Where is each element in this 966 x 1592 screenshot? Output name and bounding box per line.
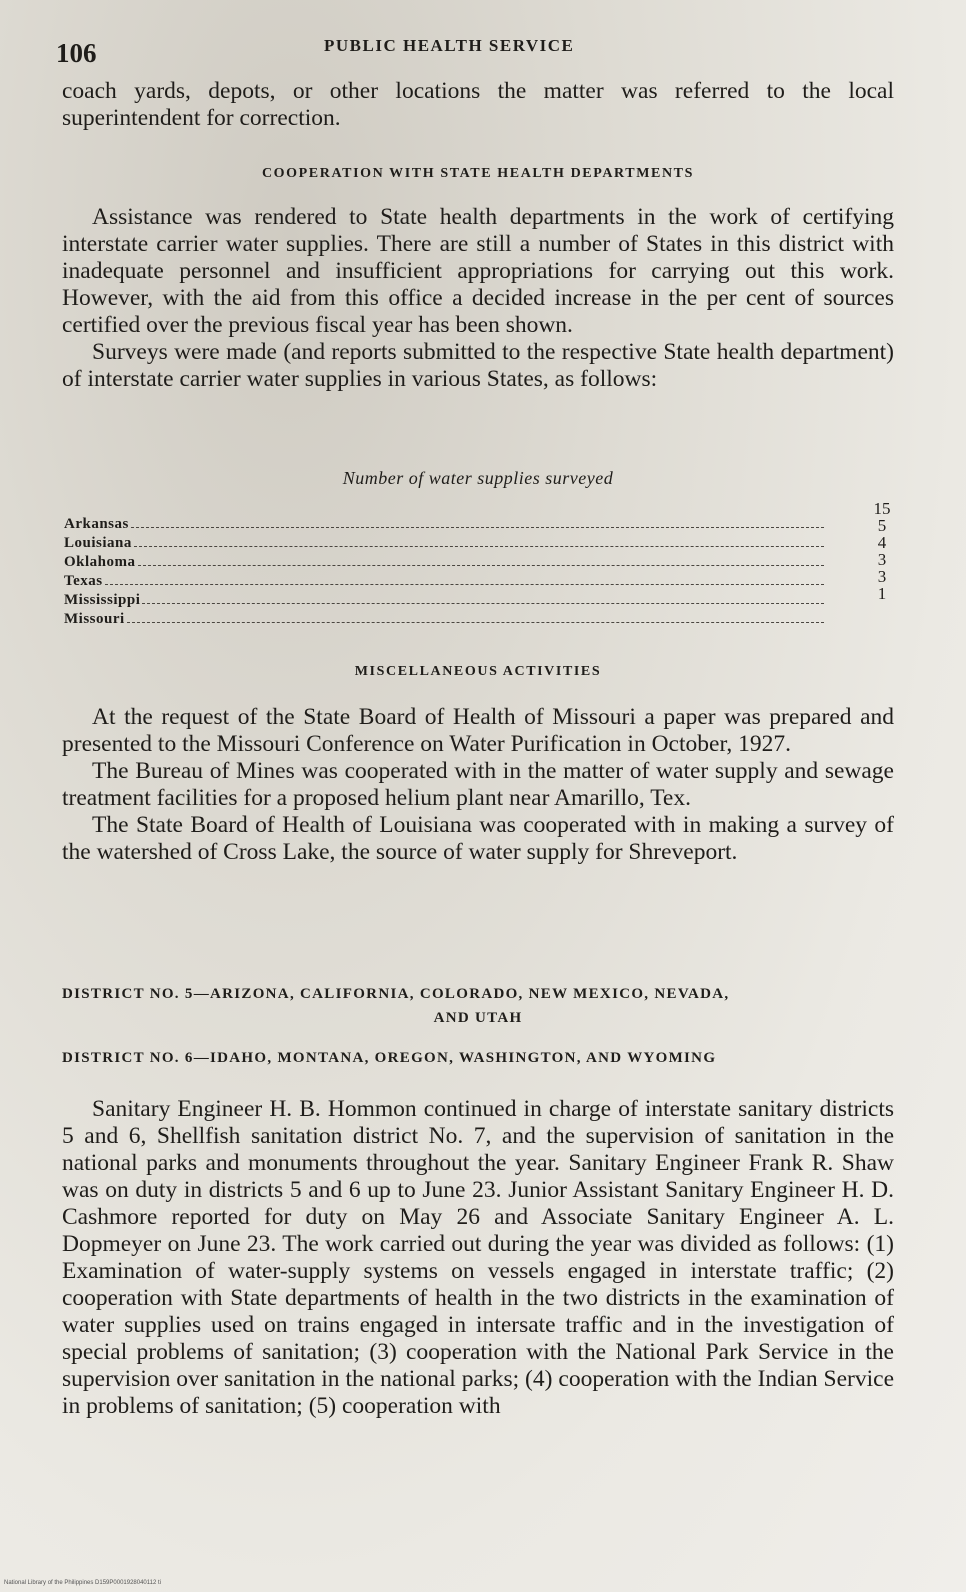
district-5-heading	[62, 982, 894, 1030]
intro-continuation-block	[62, 78, 894, 132]
misc-section-heading: MISCELLANEOUS ACTIVITIES	[354, 664, 602, 679]
survey-table	[64, 516, 826, 630]
district-6-body	[62, 1096, 894, 1420]
dot-leader	[138, 565, 824, 566]
scan-credit: National Library of the Philippines D159P0001928040112 ti	[4, 1580, 161, 1586]
table-row-state: Arkansas	[64, 516, 129, 532]
table-row-state: Mississippi	[64, 592, 141, 608]
district-5-heading-line-2: AND UTAH	[433, 1010, 523, 1026]
table-row-state: Missouri	[64, 611, 125, 627]
misc-paragraph-3: The State Board of Health of Louisiana was cooperated with in making a survey of the watershed of Cross Lake, the source of water supply for Shreveport.	[62, 812, 894, 865]
table-row-state: Louisiana	[64, 535, 132, 551]
district-5-heading-line-1: DISTRICT NO. 5—ARIZONA, CALIFORNIA, COLORADO, NEW MEXICO, NEVADA,	[62, 986, 730, 1002]
table-row	[64, 573, 826, 592]
dot-leader	[142, 603, 824, 604]
dot-leader	[131, 527, 824, 528]
cooperation-paragraph-1: Assistance was rendered to State health departments in the work of certifying interstate carrier water supplies. There are still a number of States in this district with inadequate personnel and insufficient appropriations for carrying out this work. However, with the aid from this office a decided increase in the per cent of sources certified over the previous fiscal year has been shown.	[62, 204, 894, 338]
misc-paragraph-1: At the request of the State Board of Health of Missouri a paper was prepared and presented to the Missouri Conference on Water Purification in October, 1927.	[62, 704, 894, 757]
page-number: 106	[56, 38, 97, 68]
table-row-count: 1	[877, 584, 887, 603]
table-row	[64, 592, 826, 611]
running-head: PUBLIC HEALTH SERVICE	[324, 36, 575, 55]
table-row-count: 15	[873, 499, 891, 518]
district-6-paragraph: Sanitary Engineer H. B. Hommon continued in charge of interstate sanitary districts 5 and 6, Shellfish sanitation district No. 7, and the supervision of sanitation in the national parks and monuments throughout the year. Sanitary Engineer Frank R. Shaw was on duty in districts 5 and 6 up to June 23. Junior Assistant Sanitary Engineer H. D. Cashmore reported for duty on May 26 and Associate Sanitary Engineer A. L. Dopmeyer on June 23. The work carried out during the year was divided as follows: (1) Examination of water-supply systems on vessels engaged in interstate traffic; (2) cooperation with State departments of health in the two districts in the examination of water supplies used on trains engaged in intersate traffic and in the investigation of special problems of sanitation; (3) cooperation with the National Park Service in the supervision over sanitation in the national parks; (4) cooperation with the Indian Service in problems of sanitation; (5) cooperation with	[62, 1096, 894, 1419]
table-row	[64, 611, 826, 630]
table-row	[64, 516, 826, 535]
misc-section-body	[62, 704, 894, 866]
page-header	[56, 30, 886, 70]
intro-continuation-paragraph: coach yards, depots, or other locations the matter was referred to the local superintendent for correction.	[62, 78, 894, 131]
table-row-state: Texas	[64, 573, 103, 589]
misc-paragraph-2: The Bureau of Mines was cooperated with in the matter of water supply and sewage treatment facilities for a proposed helium plant near Amarillo, Tex.	[62, 758, 894, 811]
table-row	[64, 535, 826, 554]
cooperation-section-body	[62, 204, 894, 393]
dot-leader	[127, 622, 824, 623]
table-row-state: Oklahoma	[64, 554, 136, 570]
dot-leader	[105, 584, 824, 585]
cooperation-paragraph-2: Surveys were made (and reports submitted to the respective State health department) of interstate carrier water supplies in various States, as follows:	[62, 339, 894, 392]
survey-table-caption: Number of water supplies surveyed	[342, 468, 614, 488]
dot-leader	[134, 546, 824, 547]
cooperation-section-heading: COOPERATION WITH STATE HEALTH DEPARTMENTS	[261, 166, 695, 181]
table-row-count: 5	[877, 516, 887, 535]
table-row-count: 3	[877, 550, 887, 569]
district-6-heading: DISTRICT NO. 6—IDAHO, MONTANA, OREGON, WASHINGTON, AND WYOMING	[62, 1050, 717, 1066]
table-row-count: 3	[877, 567, 887, 586]
table-row	[64, 554, 826, 573]
table-row-count: 4	[877, 533, 887, 552]
survey-table-counts	[870, 500, 894, 602]
